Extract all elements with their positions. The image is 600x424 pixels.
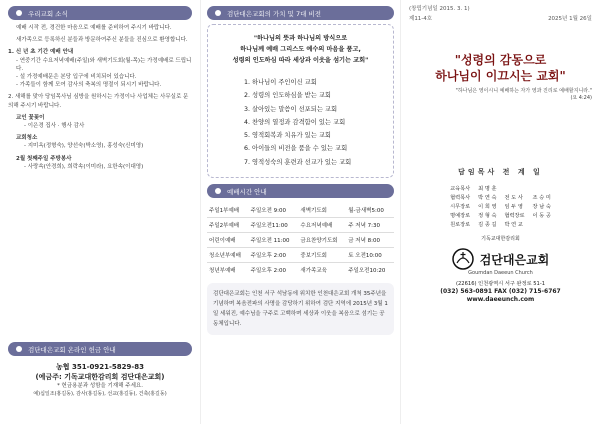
table-row: 주일1부예배 주일오전 9:00 새벽기도회 월-금새벽5:00 (207, 203, 394, 218)
offering-bank: 농협 351-0921-5829-83 (56, 363, 144, 371)
vision-item: 6. 아이들의 비전을 품을 수 있는 교회 (244, 145, 348, 153)
issue-header (409, 4, 592, 12)
staff-table (446, 184, 555, 229)
theme-title: "성령의 감동으로 하나님이 이끄시는 교회" (435, 53, 566, 83)
vision-list (244, 76, 387, 169)
church-contact (409, 280, 592, 304)
worship-table (207, 203, 394, 277)
senior-pastor: 담임목사 전 계 일 (458, 168, 543, 176)
news-item: - 사랑속(안경희), 희락속(이미라), 요한속(이대영) (24, 163, 144, 170)
bullet-icon (16, 10, 22, 16)
offering-title: 검단대은교회 온라인 헌금 안내 (28, 345, 116, 354)
vision-item: 4. 찬양의 열정과 감격함이 있는 교회 (244, 118, 346, 126)
news-item: - 가족들이 함께 모여 감사의 축복의 명절이 되시기 바랍니다. (16, 82, 162, 89)
news-header (8, 6, 192, 20)
offering-box (8, 362, 192, 398)
vision-item: 2. 성령의 인도하심을 받는 교회 (244, 92, 332, 100)
cover-column (400, 0, 600, 424)
news-item: - 연중기간 수요저녁예배(주일)와 새벽기도회(월-목)는 가정예배로 드립니다. (16, 57, 192, 72)
table-row: 명예장로 정 형 숙 협력장로 이 동 공 (450, 213, 551, 219)
denomination: 기독교대한감리회 (481, 236, 520, 242)
church-name: 검단대은교회 (479, 252, 550, 267)
vision-box (207, 24, 394, 178)
news-list (8, 24, 192, 171)
table-row: 교육목사 최 명 훈 (450, 186, 497, 192)
news-item: 1. 신 년 초 기간 예배 안내 (8, 49, 74, 56)
news-item: 2월 첫째주일 주방봉사 (16, 155, 72, 162)
offering-holder: (예금주: 기독교대한감리회 검단대은교회) (35, 373, 165, 381)
news-item: 예배 시작 전, 경건한 마음으로 예배를 준비하여 주시기 바랍니다. (16, 25, 172, 31)
church-info: 검단대은교회는 인천 서구 석남동에 위치한 인천대은교회 개척 35주년을 기념하며 복음전파의 사명을 감당하기 위하여 검단 지역에 2015년 3월 1일 세워진, 예수님을 구주로 고백하며 세상과 이웃을 복음으로 섬기는 공동체입니다. (207, 283, 394, 335)
theme-verse: "하나님은 영이시니 예배하는 자가 영과 진리로 예배할지니라." (요 4:24) (455, 88, 592, 101)
church-logo-icon (452, 248, 474, 270)
vision-item: 5. 영적회복과 치유가 있는 교회 (244, 132, 332, 140)
table-row: 주일2부예배 주일오전11:00 수요저녁예배 주 저녁 7:30 (207, 218, 394, 233)
issue-date: 2025년 1월 26일 (548, 16, 592, 22)
offering-header (8, 342, 192, 356)
church-name-en: Goumdan Daeeun Church (468, 270, 533, 276)
vision-statement: "하나님의 뜻과 하나님의 방식으로 하나님께 예배 그리스도 예수의 마음을 품고, 성령의 인도하심 따라 세상과 이웃을 섬기는 교회" (232, 35, 369, 64)
vision-title: 검단대은교회의 가치 및 7대 비전 (227, 9, 322, 18)
news-item: - 설 가정예배문은 본당 입구에 비치되어 있습니다. (16, 74, 137, 81)
table-row: 어린이예배 주일오전 11:00 금요찬양기도회 금 저녁 8:00 (207, 233, 394, 248)
bullet-icon (215, 188, 221, 194)
church-logo (409, 248, 592, 270)
fax: FAX (032) 715-6767 (494, 288, 561, 295)
news-column (0, 0, 200, 424)
news-title: 우리교회 소식 (28, 9, 68, 18)
website-link[interactable]: www.daeeunch.com (466, 296, 535, 303)
table-row: 청년부예배 주일오후 2:00 새가족교육 주일오전10:20 (209, 268, 386, 275)
worship-title: 예배시간 안내 (227, 187, 267, 196)
news-item: 교회청소 (16, 135, 38, 142)
bullet-icon (215, 10, 221, 16)
worship-header (207, 184, 394, 198)
table-row: 원로장로 김 종 길 박 연 교 (450, 222, 523, 228)
address: (22616) 인천광역시 서구 완정로 51-1 (455, 281, 546, 287)
vision-header (207, 6, 394, 20)
offering-note: * 헌금용분과 성함을 기재해 주세요. (57, 383, 143, 389)
issue-number: 제11-4호 (409, 16, 433, 22)
vision-item: 3. 살아있는 말씀이 선포되는 교회 (244, 105, 338, 113)
news-item: - 지미옥(정형숙), 양선숙(박소영), 홍성숙(신미영) (24, 143, 144, 150)
offering-example: 예)십일조(홍길동), 감사(홍길동), 선교(홍길동), 건축(홍길동) (33, 391, 167, 398)
news-item: - 이은경 집사 · 행사 감사 (24, 123, 85, 130)
vision-item: 7. 영적성숙의 훈련과 선교가 있는 교회 (244, 158, 352, 166)
news-item: 교인 꽃꽂이 (16, 114, 45, 121)
news-item: 새가족으로 등록하신 분들과 방문하여주신 분들을 진심으로 환영합니다. (16, 37, 188, 44)
phone: (032) 563-0891 (440, 288, 493, 295)
table-row: 협력목사 박 연 숙 전 도 사 조 승 미 (450, 195, 551, 201)
bullet-icon (16, 346, 22, 352)
vision-column (200, 0, 400, 424)
news-item: 2. 새해를 맞아 당임목사님 심방을 원하시는 가정이나 사업체는 사무실로 문의해 주시기 바랍니다. (8, 94, 189, 109)
table-row: 청소년부예배 주일오후 2:00 중보기도회 토 오전10:00 (207, 248, 394, 263)
table-row: 시무장로 이 희 영 임 두 영 장 남 숙 (450, 204, 551, 210)
founded-date: (창립기념일 2015. 3. 1) (409, 6, 470, 12)
vision-item: 1. 하나님이 주인이신 교회 (244, 79, 317, 86)
